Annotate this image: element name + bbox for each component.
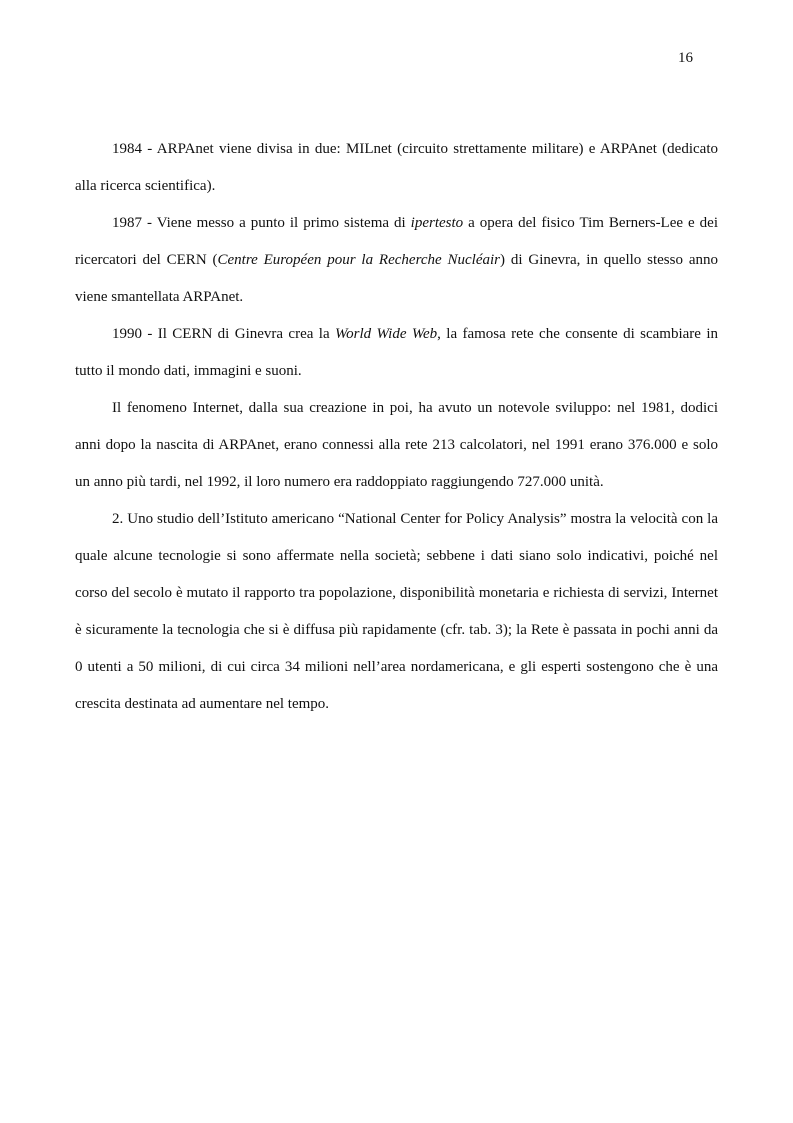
paragraph-technology-study-text: 2. Uno studio dell’Istituto americano “National Center for Policy Analysis” mostra la velocità con la quale alcune tecnologie si sono affermate nella società; sebbene i dati siano solo indicativi, poiché nel corso del secolo è mutato il rapporto tra popolazione, disponibilità monetaria e richiesta di servizi, Internet è sicuramente la tecnologia che si è diffusa più rapidamente (cfr. tab. 3); la Rete è passata in pochi anni da 0 utenti a 50 milioni, di cui circa 34 milioni nell’area nordamericana, e gli esperti sostengono che è una crescita destinata ad aumentare nel tempo. <box>75 511 718 712</box>
paragraph-1984 <box>75 131 718 205</box>
paragraph-internet-growth-text: Il fenomeno Internet, dalla sua creazione in poi, ha avuto un notevole sviluppo: nel 1981, dodici anni dopo la nascita di ARPAnet, erano connessi alla rete 213 calcolatori, nel 1991 erano 376.000 e solo un anno più tardi, nel 1992, il loro numero era raddoppiato raggiungendo 727.000 unità. <box>75 400 718 490</box>
paragraph-internet-growth <box>75 390 718 501</box>
paragraph-1987-text-e: ) di Ginevra, in quello stesso anno viene smantellata ARPAnet. <box>75 252 718 305</box>
cern-full-name: Centre Européen pour la Recherche Nucléair <box>217 252 501 268</box>
world-wide-web-term: World Wide Web <box>334 326 438 342</box>
paragraph-1987-text-a: 1987 - Viene messo a punto il primo sistema di <box>112 215 411 231</box>
ipertesto-term: ipertesto <box>410 215 464 231</box>
paragraph-1987 <box>75 205 718 316</box>
paragraph-1984-text: 1984 - ARPAnet viene divisa in due: MILnet (circuito strettamente militare) e ARPAnet (dedicato alla ricerca scientifica). <box>75 141 718 194</box>
body-text <box>75 131 718 723</box>
paragraph-technology-study <box>75 501 718 723</box>
paragraph-1987-text-c: a opera del fisico Tim Berners-Lee e dei ricercatori del CERN ( <box>75 215 718 268</box>
page-number: 16 <box>678 50 693 66</box>
paragraph-1990-text-c: , la famosa rete che consente di scambiare in tutto il mondo dati, immagini e suoni. <box>75 326 718 379</box>
paragraph-1990-text-a: 1990 - Il CERN di Ginevra crea la <box>112 326 335 342</box>
paragraph-1990 <box>75 316 718 390</box>
